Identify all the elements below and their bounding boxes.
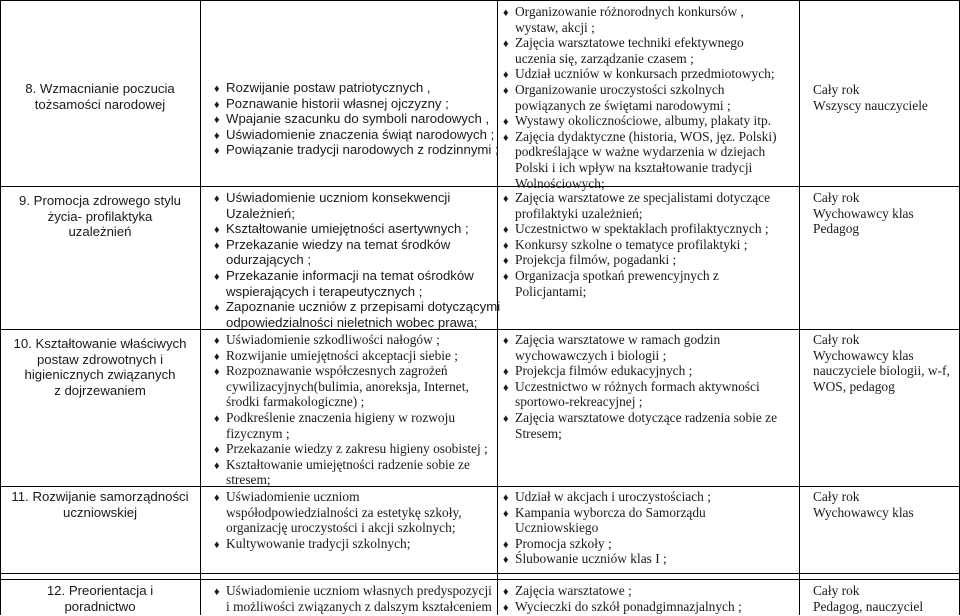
list-item: [503, 410, 797, 426]
list-item-text: Przekazanie wiedzy z zakresu higieny osobistej ;: [226, 441, 488, 457]
list-item-text: Przekazanie wiedzy na temat środków: [226, 236, 451, 252]
resp-line: Pedagog, nauczyciel: [813, 598, 924, 614]
list-item-text: Uświadomienie szkodliwości nałogów ;: [226, 332, 440, 347]
diamond-bullet-icon: ♦: [214, 145, 220, 158]
list-item-text: Promocja szkoły ;: [515, 535, 612, 551]
diamond-bullet-icon: ♦: [503, 69, 509, 82]
list-item-text: Stresem;: [515, 425, 562, 441]
list-item-text: odurzających ;: [226, 252, 312, 268]
list-item: [214, 410, 496, 426]
diamond-bullet-icon: ♦: [214, 129, 220, 142]
list-item: [214, 363, 496, 379]
diamond-bullet-icon: ♦: [503, 193, 509, 205]
list-item-text: Kampania wyborcza do Samorządu: [515, 504, 706, 520]
list-item: [214, 206, 496, 222]
resp-line: Wychowawcy klas: [813, 205, 914, 221]
diamond-bullet-icon: ♦: [214, 586, 220, 598]
list-item: [503, 113, 797, 129]
list-item: [214, 284, 496, 300]
area-line: tożsamości narodowej: [34, 96, 166, 112]
list-item: [503, 426, 797, 442]
diamond-bullet-icon: ♦: [503, 131, 509, 144]
row-10-forms: [503, 332, 797, 441]
list-item-text: Przekazanie informacji na temat ośrodków: [226, 267, 474, 283]
area-line: poradnictwo: [64, 598, 136, 614]
list-item-text: Podkreślenie znaczenia higieny w rozwoju: [226, 409, 456, 425]
list-item: [214, 96, 496, 112]
diamond-bullet-icon: ♦: [503, 586, 509, 598]
list-item: [503, 82, 797, 98]
resp-line: Pedagog: [813, 221, 860, 237]
row-9-responsible: [813, 190, 957, 237]
diamond-bullet-icon: ♦: [503, 239, 509, 252]
list-item: [503, 536, 797, 552]
list-item: [503, 206, 797, 222]
row-12-forms: [503, 583, 797, 614]
list-item: [214, 536, 496, 552]
row-12-goals: [214, 583, 496, 614]
list-item: [214, 127, 496, 143]
list-item: [503, 129, 797, 145]
area-line: uzależnień: [68, 224, 132, 240]
list-item-text: wspierających i terapeutycznych ;: [226, 283, 423, 299]
list-item-text: Projekcja filmów, pogadanki ;: [515, 252, 677, 268]
list-item-text: Poznawanie historii własnej ojczyzny ;: [226, 95, 449, 111]
list-item-text: Rozwijanie postaw patriotycznych ,: [226, 80, 431, 95]
list-item-text: i możliwości związanych z dalszym kształceniem: [226, 598, 492, 614]
list-item: [503, 176, 797, 192]
row-12-responsible: [813, 583, 957, 614]
list-item: [214, 441, 496, 457]
row-12-area: [4, 583, 196, 614]
list-item: [214, 315, 496, 331]
list-item: [214, 426, 496, 442]
list-item-text: odpowiedzialności nieletnich wobec prawa;: [226, 314, 478, 330]
list-item-text: Uczestnictwo w spektaklach profilaktycznych ;: [515, 221, 769, 237]
list-item: [214, 379, 496, 395]
area-line: 11. Rozwijanie samorządności: [11, 489, 189, 504]
row-11-responsible: [813, 489, 957, 520]
list-item-text: Kształtowanie umiejętności asertywnych ;: [226, 221, 469, 237]
resp-line: Cały rok: [813, 190, 860, 205]
row-8-goals: [214, 80, 499, 158]
list-item: [503, 160, 797, 176]
list-item-text: Organizowanie różnorodnych konkursów ,: [515, 4, 744, 19]
list-item-text: Rozwijanie umiejętności akceptacji siebie ;: [226, 347, 459, 363]
list-item: [214, 583, 496, 599]
diamond-bullet-icon: ♦: [503, 381, 509, 394]
list-item: [214, 505, 496, 521]
list-item: [503, 221, 797, 237]
list-item-text: wychowawczych i biologii ;: [515, 347, 667, 363]
list-item-text: organizację uroczystości i akcji szkolnych;: [226, 520, 456, 536]
diamond-bullet-icon: ♦: [503, 366, 509, 379]
diamond-bullet-icon: ♦: [214, 459, 220, 472]
list-item-text: Uzależnień;: [226, 205, 295, 221]
area-line: z dojrzewaniem: [54, 382, 146, 398]
list-item: [503, 379, 797, 395]
list-item: [503, 4, 797, 20]
diamond-bullet-icon: ♦: [503, 507, 509, 520]
row-9-goals: [214, 190, 501, 330]
list-item: [503, 505, 797, 521]
list-item: [214, 190, 496, 206]
list-item-text: Projekcja filmów edukacyjnych ;: [515, 363, 693, 379]
diamond-bullet-icon: ♦: [214, 98, 220, 111]
list-item: [503, 284, 797, 300]
list-item: [214, 472, 496, 488]
list-item-text: podkreślające w ważne wydarzenia w dziejach: [515, 144, 766, 160]
diamond-bullet-icon: ♦: [503, 412, 509, 425]
row-10-goals: [214, 332, 496, 488]
diamond-bullet-icon: ♦: [503, 270, 509, 283]
list-item: [214, 457, 496, 473]
row-divider-8-9: [0, 186, 960, 187]
list-item: [214, 489, 496, 505]
list-item-text: współodpowiedzialności za estetykę szkoły,: [226, 504, 462, 520]
area-line: 8. Wzmacnianie poczucia: [25, 81, 175, 96]
list-item: [503, 252, 797, 268]
diamond-bullet-icon: ♦: [503, 492, 509, 504]
diamond-bullet-icon: ♦: [214, 350, 220, 363]
list-item: [503, 144, 797, 160]
diamond-bullet-icon: ♦: [214, 224, 220, 237]
list-item-text: Wystawy okolicznościowe, albumy, plakaty itp.: [515, 113, 772, 129]
list-item-text: Wolnościowych;: [515, 175, 605, 191]
list-item: [214, 221, 496, 237]
list-item-text: Rozpoznawanie współczesnych zagrożeń: [226, 363, 448, 379]
list-item: [503, 363, 797, 379]
diamond-bullet-icon: ♦: [503, 7, 509, 19]
list-item-text: Uświadomienie uczniom konsekwencji: [226, 190, 451, 205]
diamond-bullet-icon: ♦: [503, 116, 509, 129]
list-item-text: sportowo-rekreacyjnej ;: [515, 394, 643, 410]
list-item: [214, 394, 496, 410]
resp-line: Cały rok: [813, 583, 860, 598]
list-item: [503, 520, 797, 536]
list-item-text: Udział w akcjach i uroczystościach ;: [515, 489, 711, 504]
list-item-text: Ślubowanie uczniów klas I ;: [515, 551, 667, 567]
list-item: [503, 51, 797, 67]
diamond-bullet-icon: ♦: [214, 193, 220, 205]
list-item-text: Zajęcia warsztatowe w ramach godzin: [515, 332, 721, 347]
row-10-area: [4, 336, 196, 398]
table-border-left: [0, 0, 1, 615]
list-item-text: Uświadomienie uczniom własnych predyspozycji: [226, 583, 492, 598]
row-divider-11-12: [0, 573, 960, 574]
diamond-bullet-icon: ♦: [503, 601, 509, 614]
list-item-text: stresem;: [226, 472, 271, 488]
diamond-bullet-icon: ♦: [214, 114, 220, 127]
area-line: postaw zdrowotnych i: [36, 351, 164, 367]
column-divider-3: [799, 0, 800, 615]
row-11-forms: [503, 489, 797, 567]
list-item: [503, 190, 797, 206]
list-item-text: Policjantami;: [515, 283, 587, 299]
list-item: [503, 35, 797, 51]
list-item-text: Wycieczki do szkół ponadgimnazjalnych ;: [515, 598, 742, 614]
list-item-text: Uświadomienie znaczenia świąt narodowych ;: [226, 126, 495, 142]
list-item-text: Powiązanie tradycji narodowych z rodzinnymi ;: [226, 142, 499, 158]
diamond-bullet-icon: ♦: [503, 224, 509, 237]
list-item: [214, 299, 501, 315]
list-item-text: Udział uczniów w konkursach przedmiotowych;: [515, 66, 775, 82]
list-item-text: Zajęcia warsztatowe dotyczące radzenia sobie ze: [515, 409, 778, 425]
row-8-forms: [503, 4, 797, 191]
diamond-bullet-icon: ♦: [503, 538, 509, 551]
area-line: 10. Kształtowanie właściwych: [13, 336, 187, 351]
diamond-bullet-icon: ♦: [503, 255, 509, 268]
resp-line: Cały rok: [813, 82, 860, 97]
area-line: 12. Preorientacja i: [46, 583, 154, 598]
list-item: [214, 520, 496, 536]
list-item-text: Uczestnictwo w różnych formach aktywności: [515, 378, 760, 394]
row-10-responsible: [813, 332, 957, 394]
list-item: [503, 489, 797, 505]
list-item: [214, 268, 496, 284]
list-item-text: Zajęcia dydaktyczne (historia, WOS, jęz. Polski): [515, 128, 777, 144]
list-item-text: Organizowanie uroczystości szkolnych: [515, 81, 725, 97]
list-item-text: profilaktyki uzależnień;: [515, 205, 643, 221]
list-item: [503, 66, 797, 82]
resp-line: Cały rok: [813, 489, 860, 504]
list-item: [503, 599, 797, 615]
list-item: [503, 98, 797, 114]
diamond-bullet-icon: ♦: [503, 84, 509, 97]
list-item: [214, 332, 496, 348]
row-11-goals: [214, 489, 496, 551]
list-item-text: Konkursy szkolne o tematyce profilaktyki ;: [515, 236, 748, 252]
resp-line: Wychowawcy klas: [813, 504, 914, 520]
diamond-bullet-icon: ♦: [214, 366, 220, 379]
list-item: [503, 268, 797, 284]
area-line: higienicznych związanych: [24, 367, 176, 383]
list-item: [214, 348, 496, 364]
list-item: [503, 551, 797, 567]
list-item-text: Organizacja spotkań prewencyjnych z: [515, 267, 719, 283]
row-8-responsible: [813, 82, 957, 113]
list-item: [214, 599, 496, 615]
list-item: [503, 237, 797, 253]
diamond-bullet-icon: ♦: [214, 83, 220, 95]
diamond-bullet-icon: ♦: [214, 538, 220, 551]
list-item-text: fizycznym ;: [226, 425, 290, 441]
list-item-text: Wpajanie szacunku do symboli narodowych ,: [226, 111, 490, 127]
area-line: życia- profilaktyka: [47, 208, 153, 224]
diamond-bullet-icon: ♦: [214, 270, 220, 283]
diamond-bullet-icon: ♦: [503, 554, 509, 567]
table-border-top: [0, 0, 960, 1]
list-item: [214, 80, 496, 96]
resp-line: Wychowawcy klas: [813, 347, 914, 363]
diamond-bullet-icon: ♦: [214, 302, 220, 315]
area-line: uczniowskiej: [62, 504, 138, 520]
list-item-text: powiązanych ze świętami narodowymi ;: [515, 97, 731, 113]
resp-line: Wszyscy nauczyciele: [813, 97, 928, 113]
list-item-text: Uczniowskiego: [515, 520, 599, 536]
list-item-text: cywilizacyjnych(bulimia, anoreksja, Internet,: [226, 378, 469, 394]
list-item-text: Uświadomienie uczniom: [226, 489, 360, 504]
list-item: [214, 237, 496, 253]
list-item: [503, 583, 797, 599]
diamond-bullet-icon: ♦: [214, 239, 220, 252]
row-9-area: [4, 193, 196, 240]
list-item-text: wystaw, akcji ;: [515, 19, 595, 35]
list-item: [503, 20, 797, 36]
row-8-area: [4, 81, 196, 112]
list-item: [214, 252, 496, 268]
list-item-text: Kształtowanie umiejętności radzenie sobie ze: [226, 456, 470, 472]
list-item: [503, 348, 797, 364]
list-item: [214, 111, 496, 127]
resp-line: WOS, pedagog: [813, 378, 895, 394]
list-item-text: uczenia się, zarządzanie czasem ;: [515, 50, 694, 66]
list-item-text: Zapoznanie uczniów z przepisami dotyczącymi: [226, 299, 501, 315]
diamond-bullet-icon: ♦: [214, 444, 220, 457]
list-item-text: środki farmakologiczne) ;: [226, 394, 365, 410]
list-item-text: Zajęcia warsztatowe ;: [515, 583, 632, 598]
diamond-bullet-icon: ♦: [214, 492, 220, 504]
list-item-text: Zajęcia warsztatowe techniki efektywnego: [515, 35, 744, 51]
diamond-bullet-icon: ♦: [214, 335, 220, 347]
list-item-text: Kultywowanie tradycji szkolnych;: [226, 535, 411, 551]
list-item: [214, 142, 499, 158]
resp-line: Cały rok: [813, 332, 860, 347]
diamond-bullet-icon: ♦: [503, 335, 509, 347]
row-9-forms: [503, 190, 797, 299]
row-11-area: [4, 489, 196, 520]
resp-line: nauczyciele biologii, w-f,: [813, 363, 950, 379]
list-item: [503, 394, 797, 410]
list-item-text: Zajęcia warsztatowe ze specjalistami dotyczące: [515, 190, 771, 205]
list-item-text: Polski i ich wpływ na kształtowanie tradycji: [515, 159, 753, 175]
list-item: [503, 332, 797, 348]
area-line: 9. Promocja zdrowego stylu: [19, 193, 181, 208]
column-divider-1: [200, 0, 201, 615]
diamond-bullet-icon: ♦: [214, 412, 220, 425]
diamond-bullet-icon: ♦: [503, 38, 509, 51]
row-divider-page-break: [0, 579, 960, 580]
